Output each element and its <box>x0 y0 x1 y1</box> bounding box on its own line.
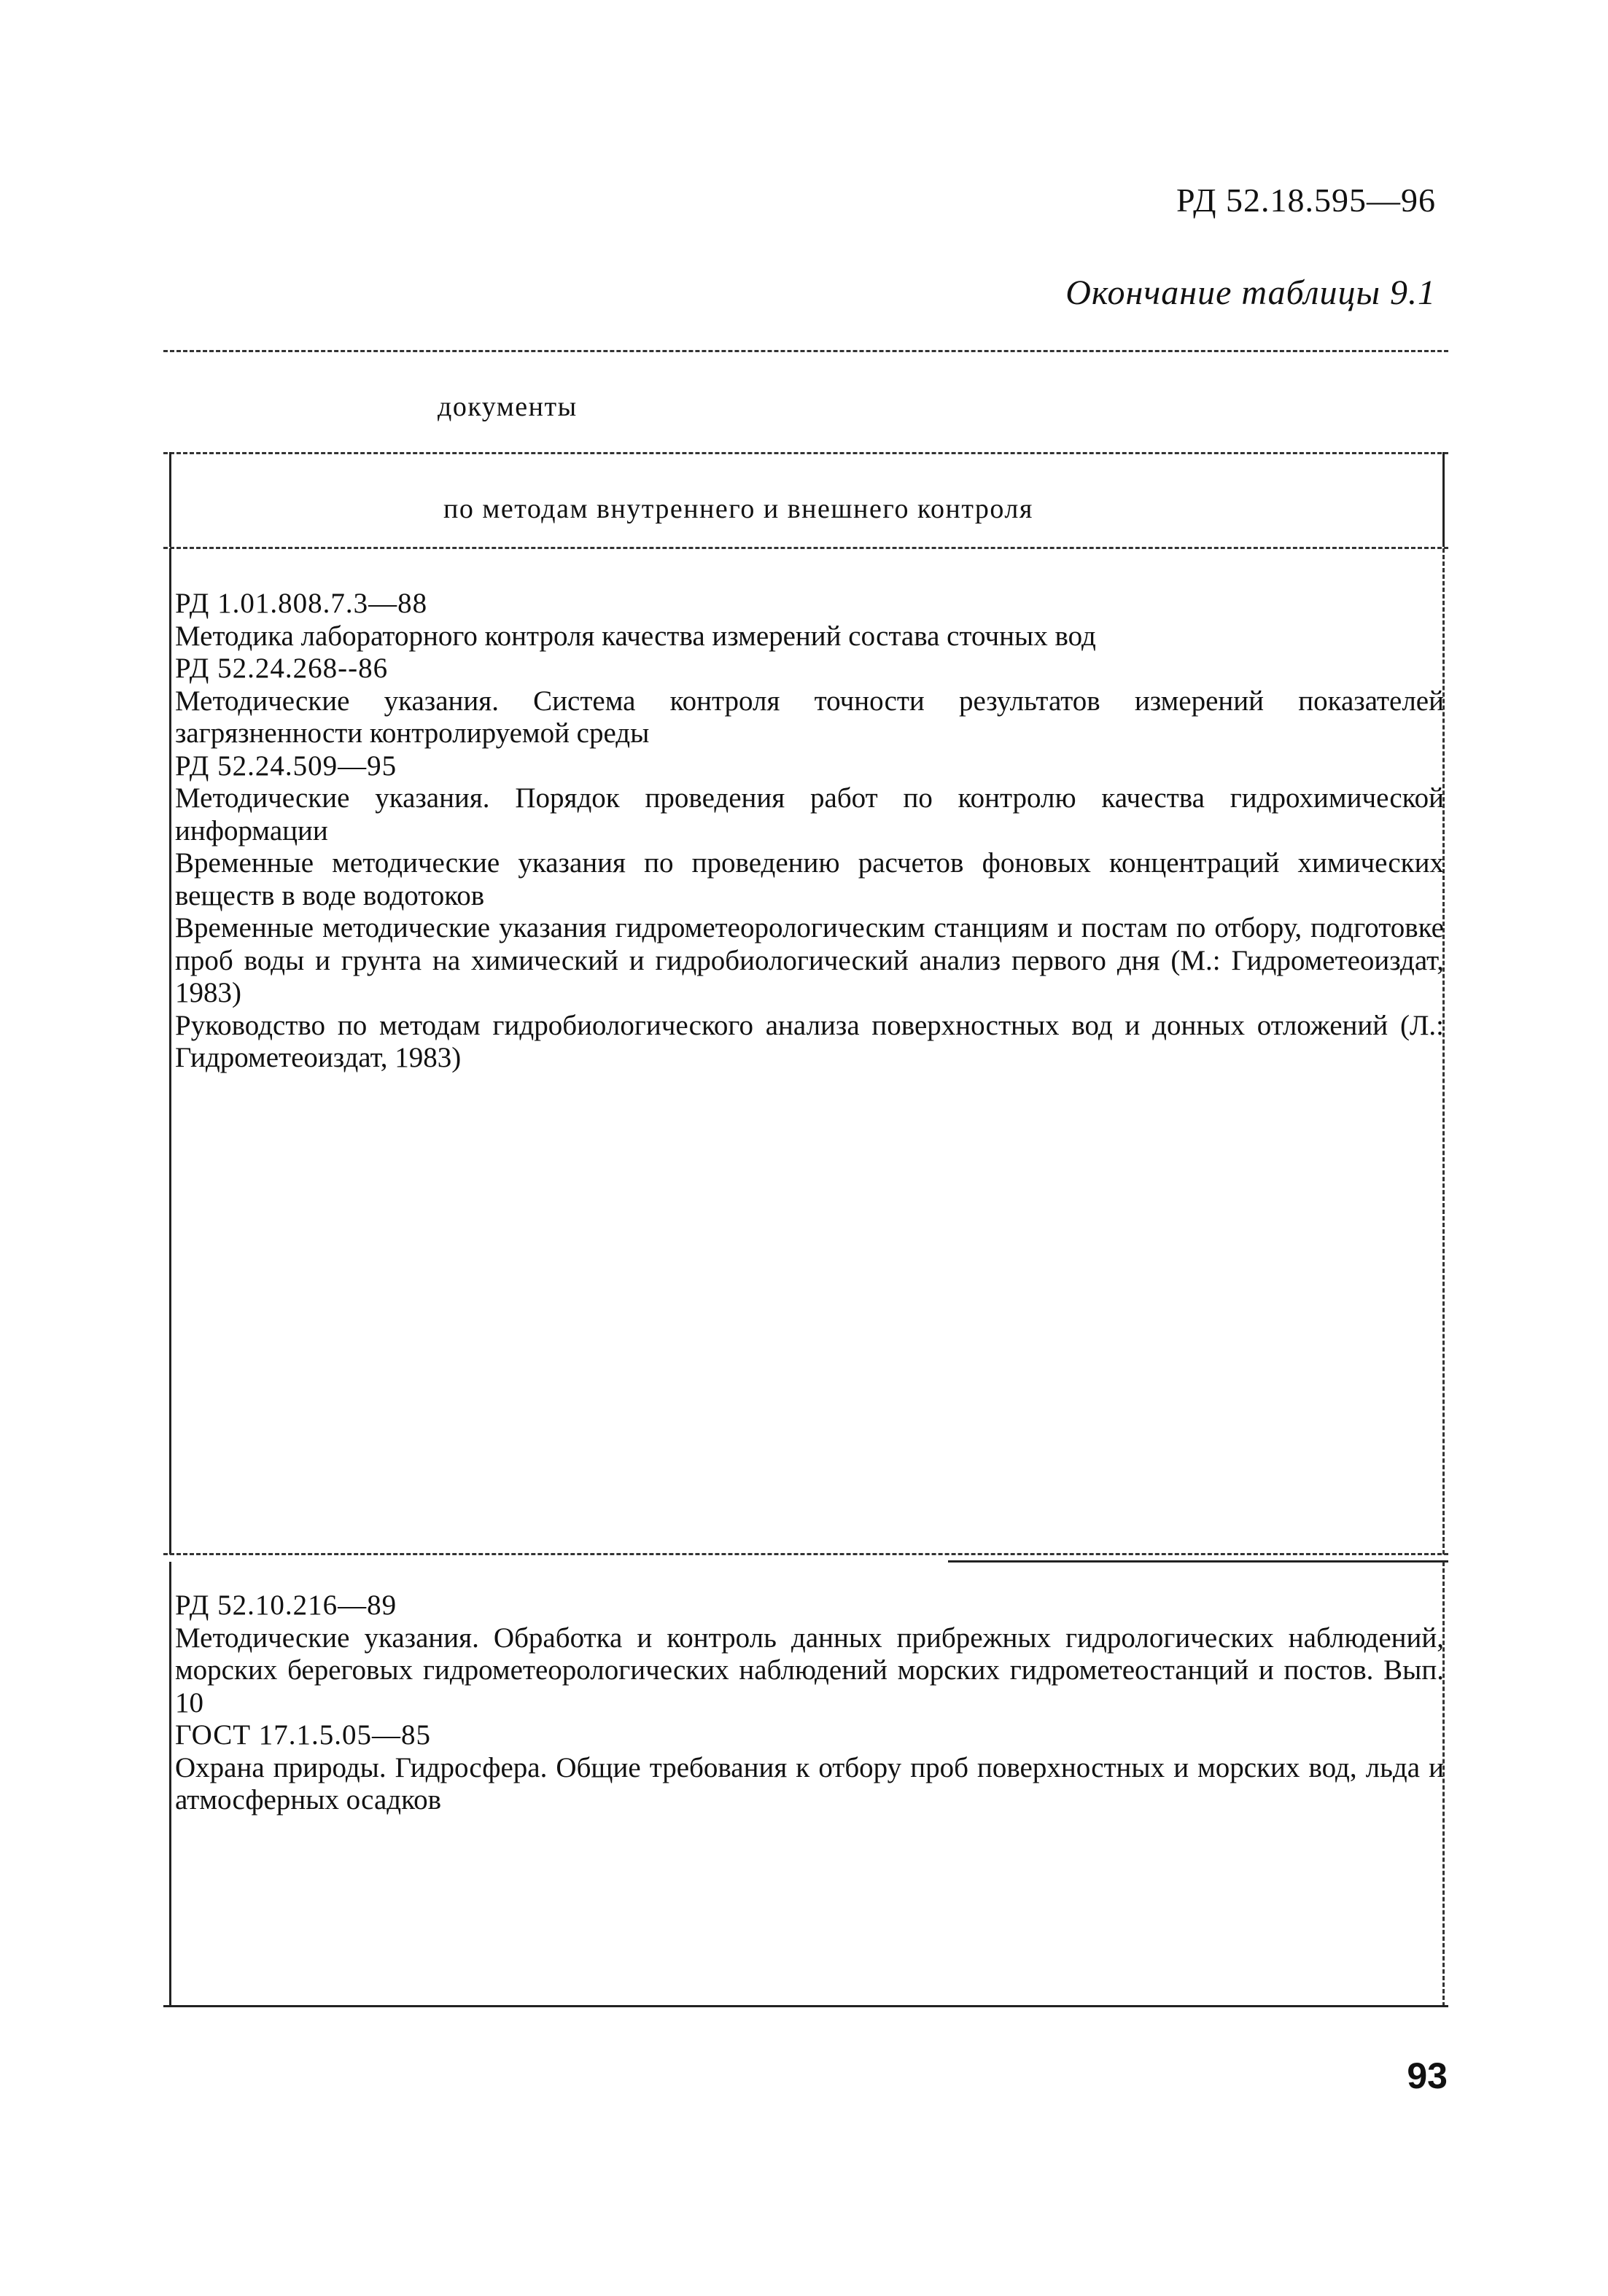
list-item <box>175 653 1444 750</box>
page-number: 93 <box>1407 2055 1448 2096</box>
table-top-rule <box>163 350 1448 352</box>
list-item <box>175 750 1444 848</box>
entry-code: РД 1.01.808.7.3—88 <box>175 588 428 619</box>
list-item <box>175 847 1444 912</box>
subheader-left-border <box>169 452 171 547</box>
column-header: документы <box>438 392 578 422</box>
list-item <box>175 912 1444 1010</box>
subheader-right-border <box>1442 452 1445 547</box>
section-1-entries <box>175 588 1444 1075</box>
section-divider-solid <box>948 1560 1448 1563</box>
subheader-rule <box>163 547 1448 549</box>
entry-code: ГОСТ 17.1.5.05—85 <box>175 1719 432 1751</box>
entry-title: Методические указания. Обработка и контроль данных прибрежных гидрологических наблюдений, морских береговых гидрометеорологических наблюдений морских гидрометеостанций и постов. Вып. 10 <box>175 1622 1444 1719</box>
section-1-left-border <box>169 548 171 1554</box>
section-divider <box>163 1553 1448 1555</box>
entry-title: Методика лабораторного контроля качества измерений состава сточных вод <box>175 620 1096 652</box>
column-header-rule <box>163 452 1448 454</box>
entry-title: Временные методические указания по проведению расчетов фоновых концентраций химических веществ в воде водотоков <box>175 847 1444 911</box>
table-caption: Окончание таблицы 9.1 <box>1065 273 1436 312</box>
list-item <box>175 1589 1444 1719</box>
entry-code: РД 52.24.509—95 <box>175 750 397 782</box>
entry-title: Методические указания. Система контроля точности результатов измерений показателей загрязненности контролируемой среды <box>175 685 1444 749</box>
document-code: РД 52.18.595—96 <box>1176 182 1436 219</box>
entry-code: РД 52.24.268--86 <box>175 653 389 684</box>
entry-title: Временные методические указания гидрометеорологическим станциям и постам по отбору, подготовке проб воды и грунта на химический и гидробиологический анализ первого дня (М.: Гидрометеоиздат, 1983) <box>175 912 1444 1008</box>
entry-title: Руководство по методам гидробиологического анализа поверхностных вод и донных отложений (Л.: Гидрометеоиздат, 1983) <box>175 1009 1444 1073</box>
section-2-entries <box>175 1589 1444 1817</box>
entry-title: Методические указания. Порядок проведения работ по контролю качества гидрохимической информации <box>175 782 1444 847</box>
entry-title: Охрана природы. Гидросфера. Общие требования к отбору проб поверхностных и морских вод, льда и атмосферных осадков <box>175 1751 1444 1816</box>
list-item <box>175 1719 1444 1817</box>
list-item <box>175 1010 1444 1075</box>
subheader-title: по методам внутреннего и внешнего контроля <box>443 494 1033 524</box>
list-item <box>175 588 1444 653</box>
entry-code: РД 52.10.216—89 <box>175 1589 397 1621</box>
table-bottom-rule <box>163 2005 1448 2007</box>
section-2-left-border <box>169 1562 171 2007</box>
